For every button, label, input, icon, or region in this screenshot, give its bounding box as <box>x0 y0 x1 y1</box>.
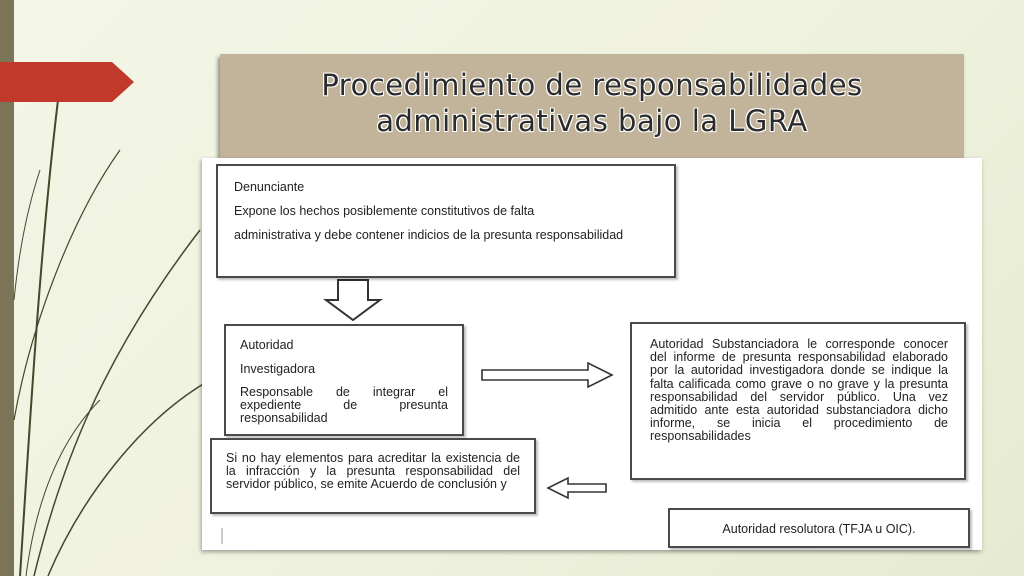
denunciante-box <box>216 164 676 278</box>
title-line-1: Procedimiento de responsabilidades <box>321 68 863 102</box>
red-arrow-icon <box>0 62 134 102</box>
investigadora-subheading: Investigadora <box>240 362 316 376</box>
slide-title <box>321 67 862 139</box>
denunciante-heading: Denunciante <box>234 180 305 194</box>
left-arrow-icon <box>548 478 606 498</box>
conclusion-description: Si no hay elementos para acreditar la existencia de la infracción y la presunta responsabilidad del servidor público, se emite Acuerdo de conclusión y <box>226 451 520 492</box>
investigadora-heading: Autoridad <box>240 338 294 352</box>
flow-diagram <box>202 158 982 550</box>
investigadora-description: Responsable de integrar el expediente de presunta responsabilidad <box>240 385 448 425</box>
down-arrow-icon <box>326 280 380 320</box>
denunciante-line-2: Expone los hechos posiblemente constitutivos de falta <box>234 204 535 218</box>
title-line-2: administrativas bajo la LGRA <box>376 104 808 138</box>
right-arrow-icon <box>482 363 612 387</box>
title-banner <box>220 54 964 158</box>
substanciadora-description: Autoridad Substanciadora le corresponde conocer del informe de presunta responsabilidad elaborado por la autoridad investigadora donde se indique la falta calificada como grave o no grave y la presunta responsabilidad del servidor público. Una vez admitido ante esta autoridad substanciadora dicho informe, se inicia el procedimiento de responsabilidades <box>650 337 948 444</box>
conclusion-box <box>210 438 536 514</box>
substanciadora-box <box>630 322 966 480</box>
resolutora-box <box>668 508 970 548</box>
denunciante-line-3: administrativa y debe contener indicios de la presunta responsabilidad <box>234 228 624 242</box>
investigadora-box <box>224 324 464 436</box>
resolutora-label: Autoridad resolutora (TFJA u OIC). <box>722 522 916 536</box>
